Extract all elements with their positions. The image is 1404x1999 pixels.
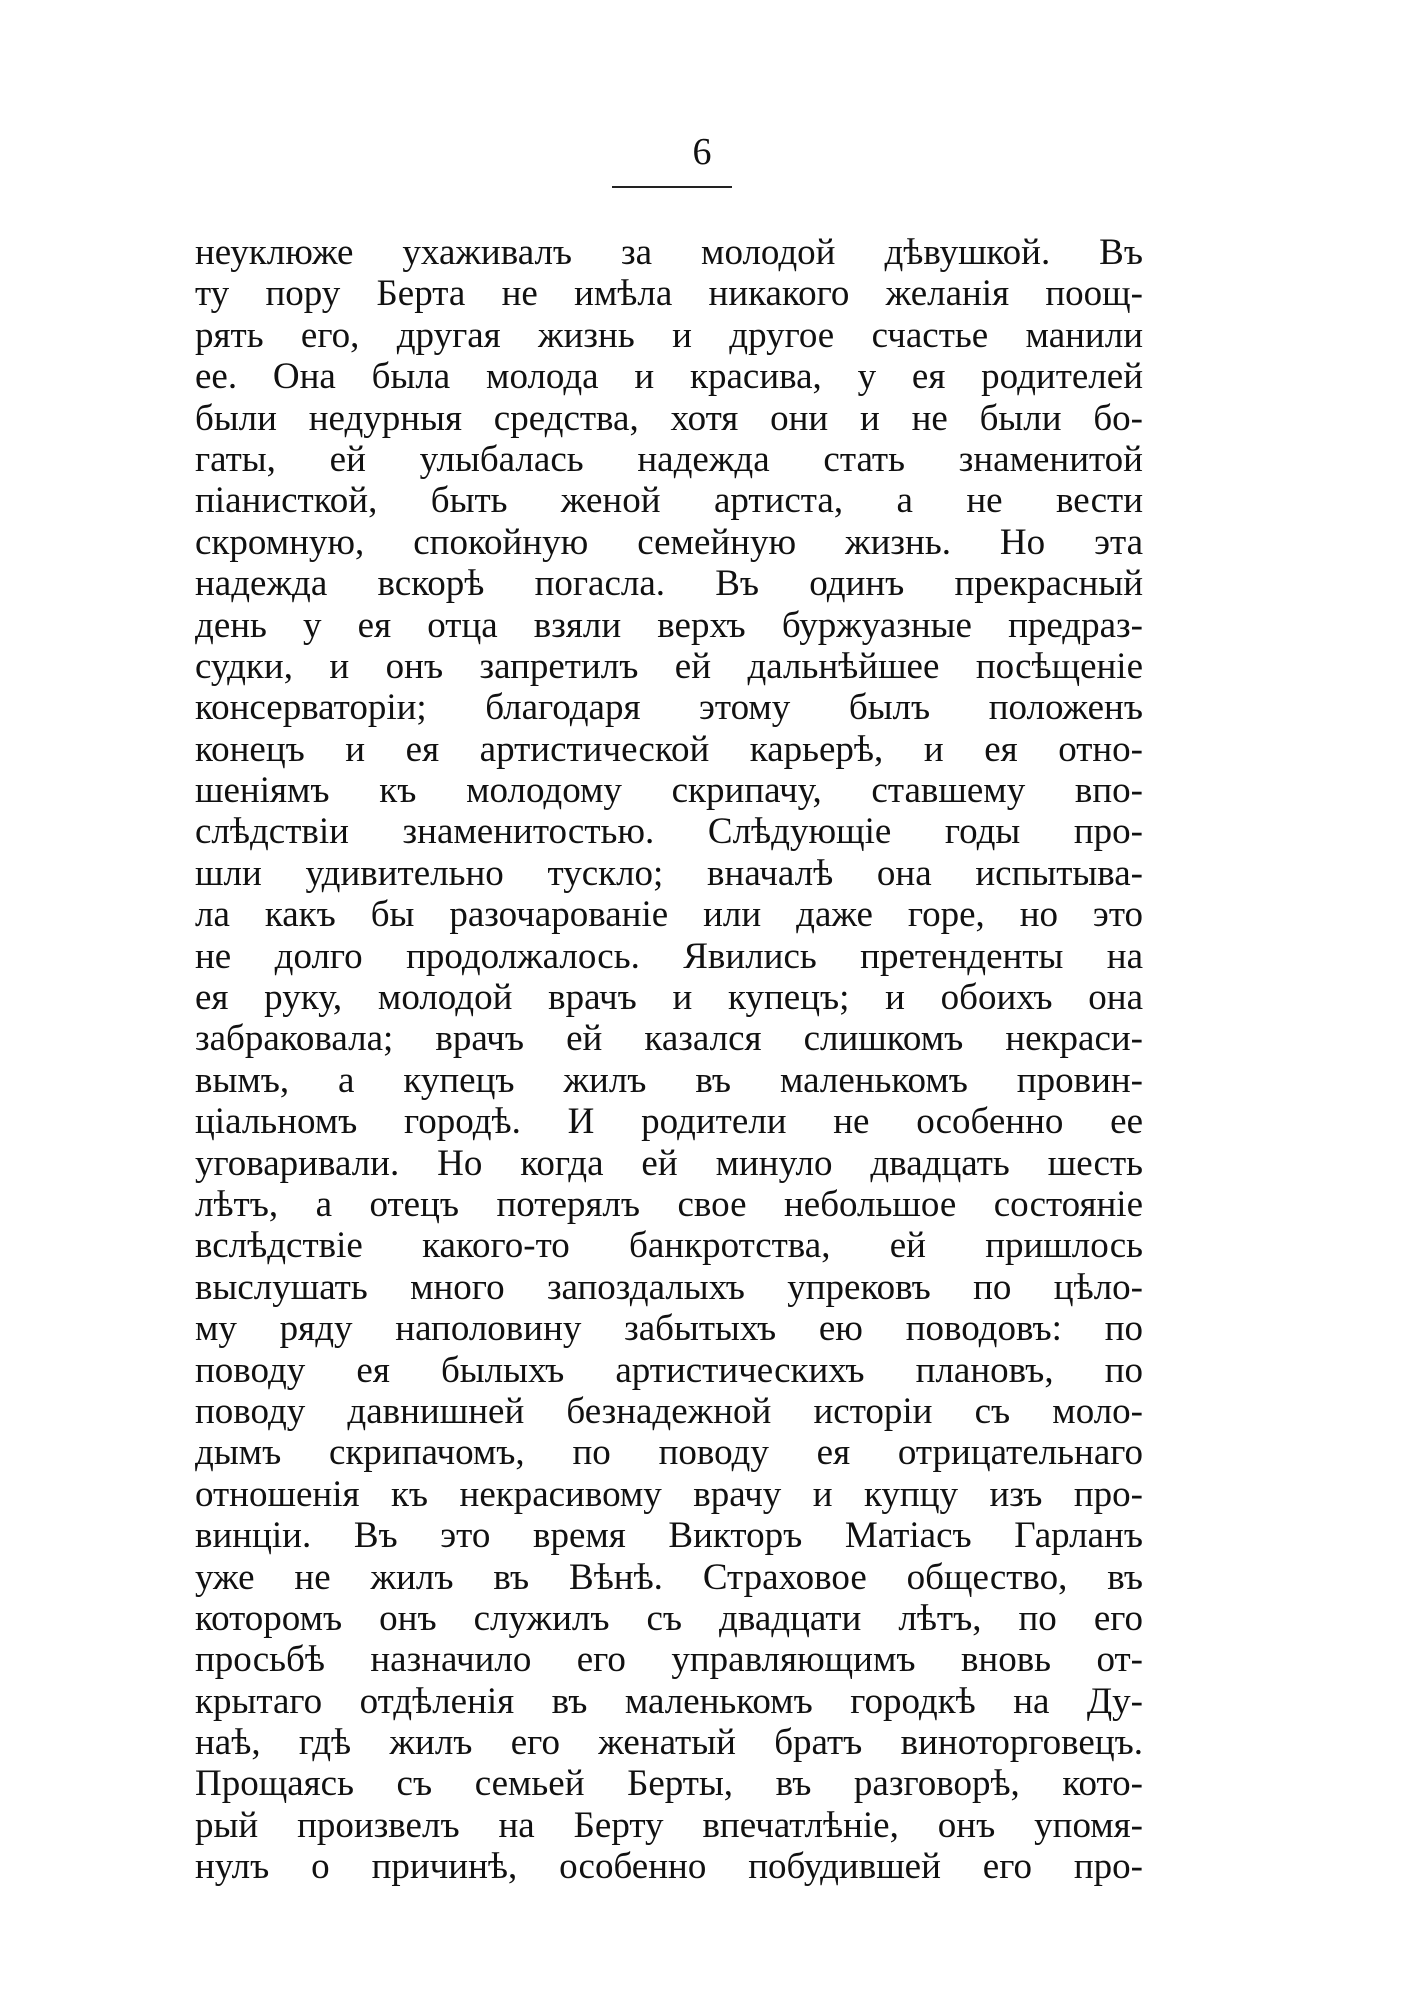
text-line: конецъ и ея артистической карьерѣ, и ея отно- — [195, 728, 1143, 770]
text-line: шли удивительно тускло; вначалѣ она испытыва- — [195, 852, 1143, 894]
text-line: рять его, другая жизнь и другое счастье манили — [195, 314, 1143, 356]
text-line: поводу ея былыхъ артистическихъ плановъ, по — [195, 1349, 1143, 1391]
text-line: винціи. Въ это время Викторъ Матіасъ Гарланъ — [195, 1515, 1143, 1557]
text-line: не долго продолжалось. Явились претенденты на — [195, 935, 1143, 977]
text-line: нулъ о причинѣ, особенно побудившей его про- — [195, 1846, 1143, 1888]
text-line: уговаривали. Но когда ей минуло двадцать шесть — [195, 1142, 1143, 1184]
text-line: ла какъ бы разочарованіе или даже горе, но это — [195, 894, 1143, 936]
text-line: поводу давнишней безнадежной исторіи съ моло- — [195, 1390, 1143, 1432]
page-number: 6 — [692, 131, 712, 173]
text-line: которомъ онъ служилъ съ двадцати лѣтъ, по его — [195, 1597, 1143, 1639]
text-line: уже не жилъ въ Вѣнѣ. Страховое общество, въ — [195, 1556, 1143, 1598]
text-line: наѣ, гдѣ жилъ его женатый братъ виноторговецъ. — [195, 1722, 1143, 1764]
body-text — [195, 232, 1143, 1888]
text-line: просьбѣ назначило его управляющимъ вновь от- — [195, 1639, 1143, 1681]
text-line: вслѣдствіе какого-то банкротства, ей пришлось — [195, 1225, 1143, 1267]
text-line: піанисткой, быть женой артиста, а не вести — [195, 480, 1143, 522]
text-line: дымъ скрипачомъ, по поводу ея отрицательнаго — [195, 1432, 1143, 1474]
text-line: Прощаясь съ семьей Берты, въ разговорѣ, кото- — [195, 1763, 1143, 1805]
text-line: отношенія къ некрасивому врачу и купцу изъ про- — [195, 1473, 1143, 1515]
text-line: забраковала; врачъ ей казался слишкомъ некраси- — [195, 1018, 1143, 1060]
text-line: вымъ, а купецъ жилъ въ маленькомъ провин- — [195, 1059, 1143, 1101]
text-line: надежда вскорѣ погасла. Въ одинъ прекрасный — [195, 563, 1143, 605]
text-line: ея руку, молодой врачъ и купецъ; и обоихъ она — [195, 977, 1143, 1019]
page-number-rule — [612, 186, 732, 188]
text-line: неуклюже ухаживалъ за молодой дѣвушкой. Въ — [195, 232, 1143, 273]
text-line: консерваторіи; благодаря этому былъ положенъ — [195, 687, 1143, 729]
text-line: шеніямъ къ молодому скрипачу, ставшему впо- — [195, 770, 1143, 812]
text-line: были недурныя средства, хотя они и не были бо- — [195, 397, 1143, 439]
text-line: скромную, спокойную семейную жизнь. Но эта — [195, 521, 1143, 563]
text-line: слѣдствіи знаменитостью. Слѣдующіе годы про- — [195, 811, 1143, 853]
text-line: ту пору Берта не имѣла никакого желанія поощ- — [195, 273, 1143, 315]
text-line: ціальномъ городѣ. И родители не особенно ее — [195, 1101, 1143, 1143]
text-line: ее. Она была молода и красива, у ея родителей — [195, 356, 1143, 398]
text-line: крытаго отдѣленія въ маленькомъ городкѣ на Ду- — [195, 1680, 1143, 1722]
text-line: выслушать много запоздалыхъ упрековъ по цѣло- — [195, 1266, 1143, 1308]
text-line: лѣтъ, а отецъ потерялъ свое небольшое состояніе — [195, 1183, 1143, 1225]
text-line: судки, и онъ запретилъ ей дальнѣйшее посѣщеніе — [195, 645, 1143, 687]
text-line: гаты, ей улыбалась надежда стать знаменитой — [195, 438, 1143, 480]
text-line: рый произвелъ на Берту впечатлѣніе, онъ упомя- — [195, 1804, 1143, 1846]
text-line: день у ея отца взяли верхъ буржуазные предраз- — [195, 604, 1143, 646]
text-line: му ряду наполовину забытыхъ ею поводовъ: по — [195, 1308, 1143, 1350]
